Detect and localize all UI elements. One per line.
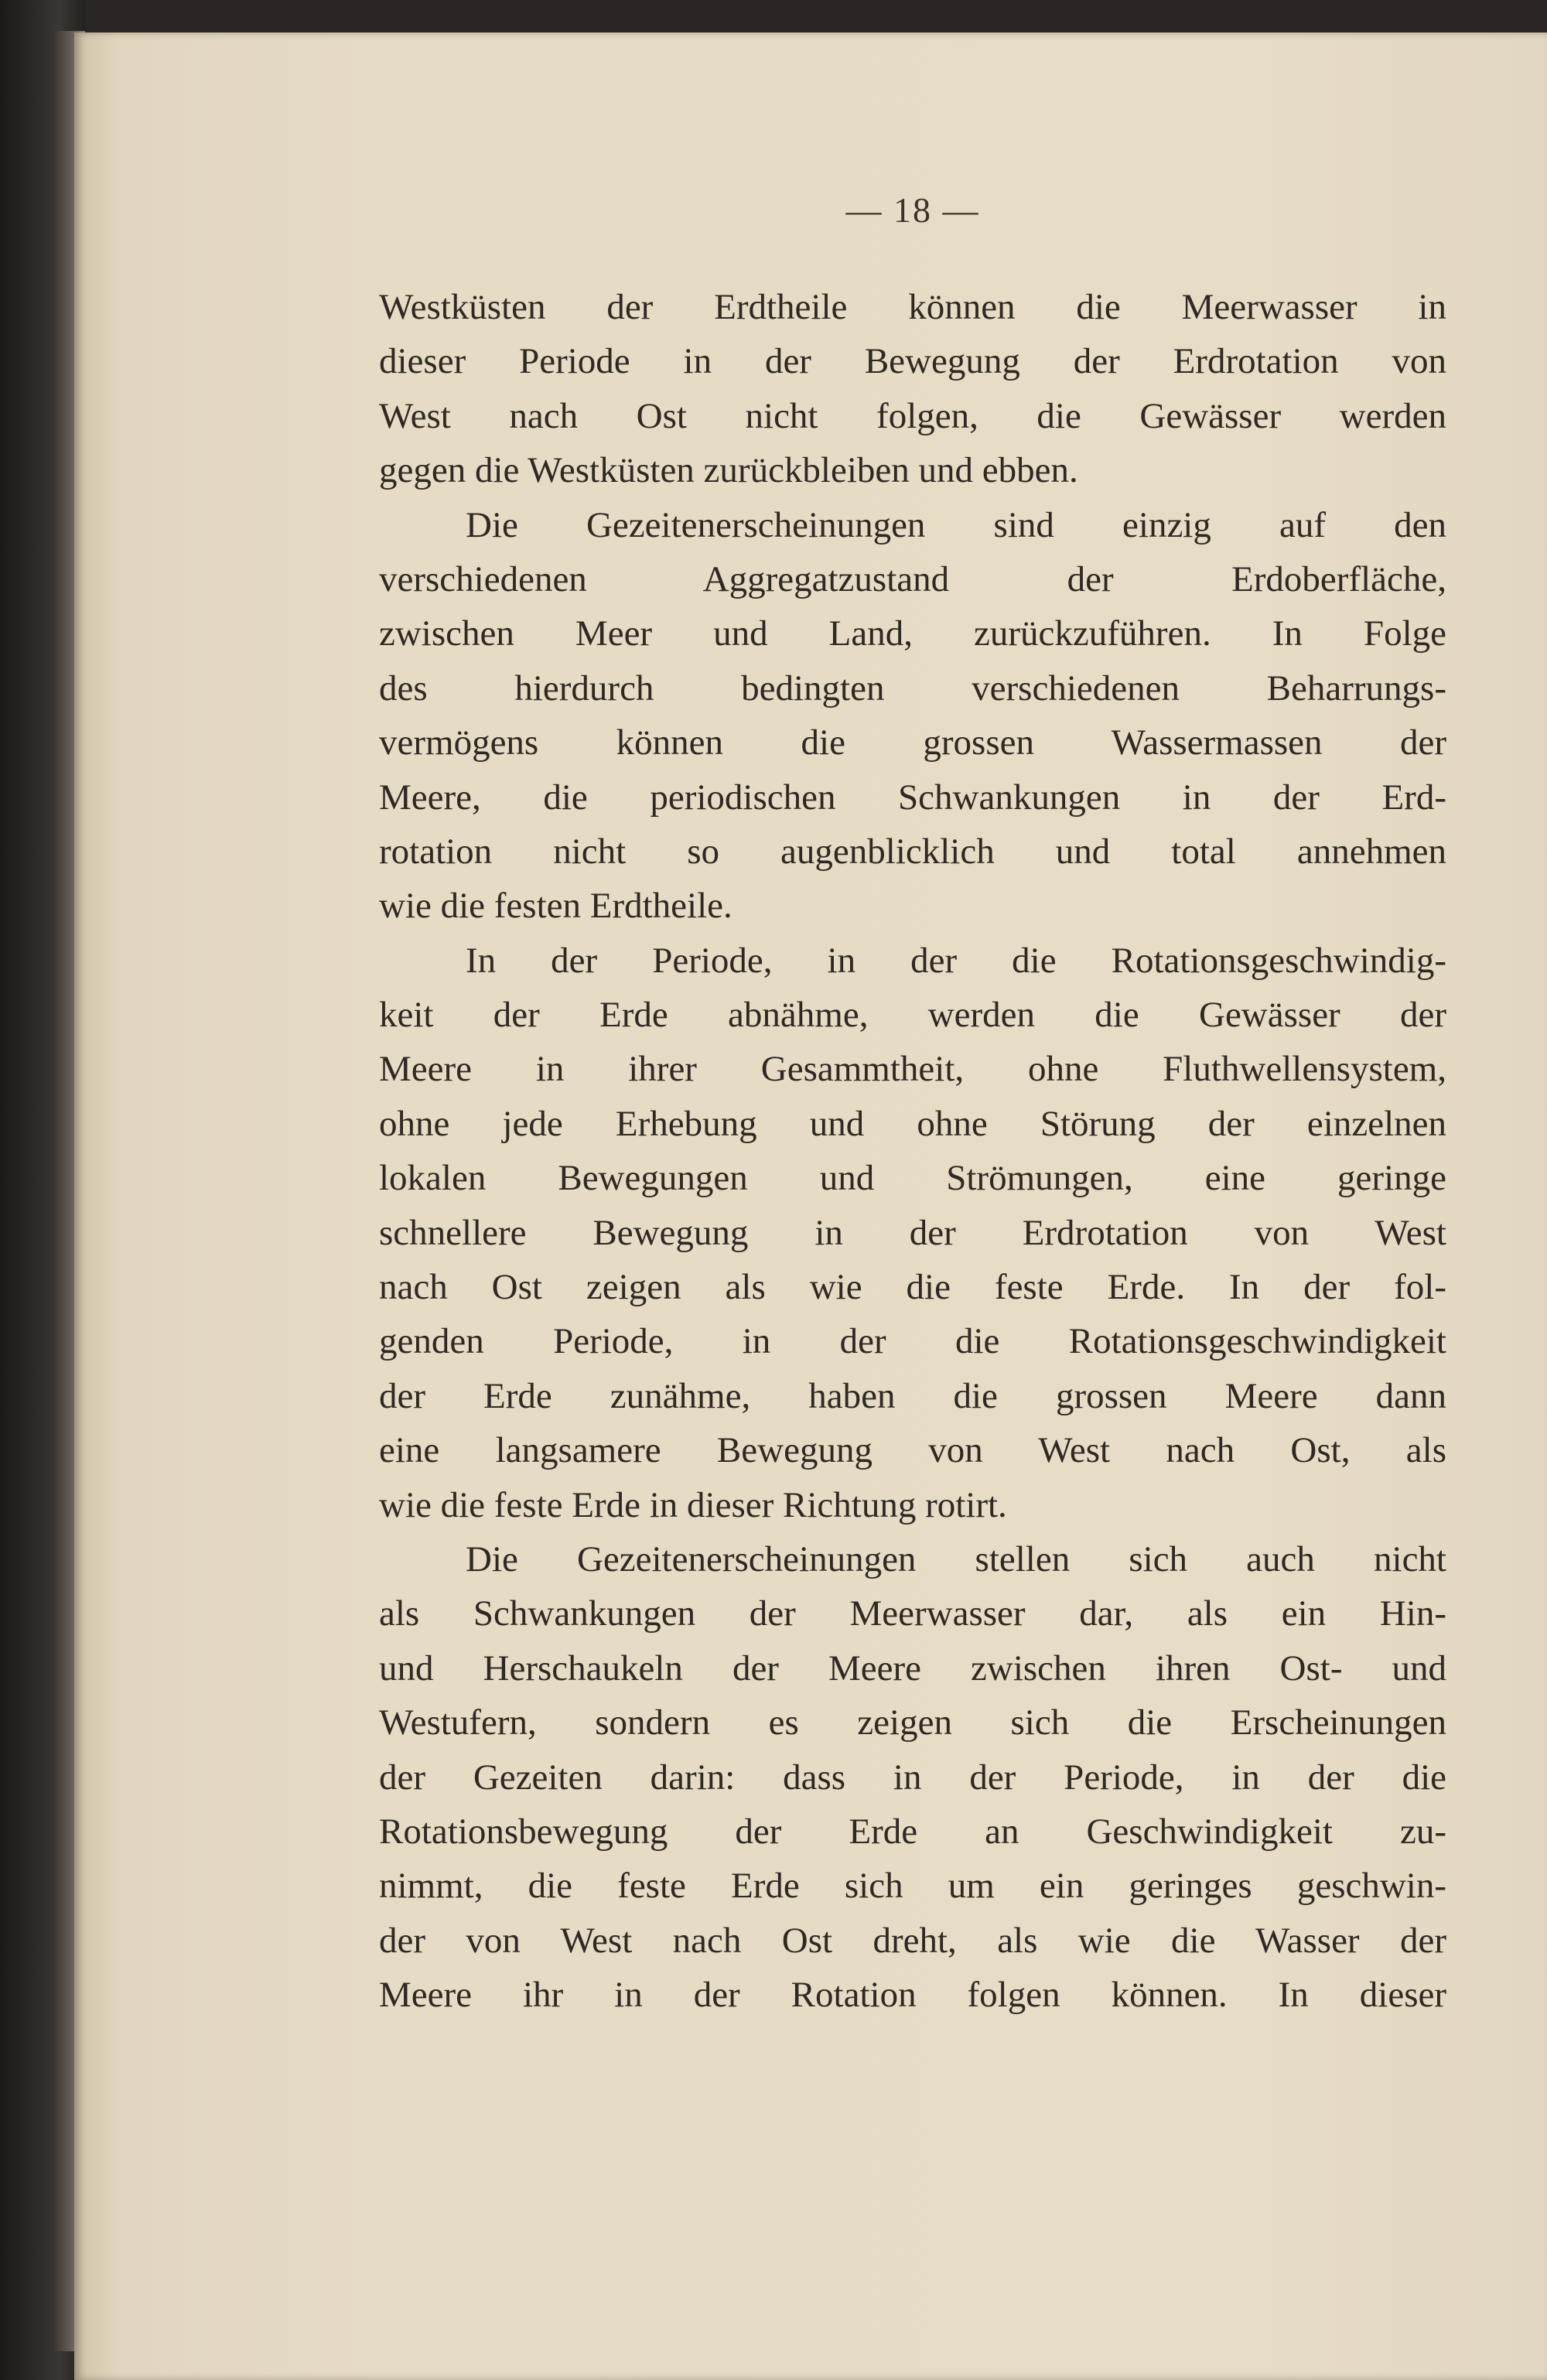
text-line: Westufern, sondern es zeigen sich die Erscheinungen — [379, 1702, 1446, 1743]
page-number: — 18 — — [845, 190, 980, 230]
text-line: vermögens können die grossen Wassermassen der — [379, 722, 1446, 763]
text-line: der Erde zunähme, haben die grossen Meere dann — [379, 1375, 1446, 1416]
text-line: In der Periode, in der die Rotationsgeschwindig- — [466, 940, 1446, 981]
text-line: nimmt, die feste Erde sich um ein geringes geschwin- — [379, 1866, 1446, 1907]
text-line: Meere ihr in der Rotation folgen können. In dieser — [379, 1975, 1446, 2016]
text-line: dieser Periode in der Bewegung der Erdrotation von — [379, 341, 1446, 382]
text-line: als Schwankungen der Meerwasser dar, als ein Hin- — [379, 1593, 1446, 1634]
text-line: wie die feste Erde in dieser Richtung rotirt. — [379, 1484, 1007, 1525]
text-line: West nach Ost nicht folgen, die Gewässer werden — [379, 395, 1446, 436]
text-line: wie die festen Erdtheile. — [379, 886, 733, 927]
text-line: genden Periode, in der die Rotationsgeschwindigkeit — [379, 1321, 1446, 1362]
text-line: der Gezeiten darin: dass in der Periode, in der die — [379, 1757, 1446, 1798]
text-line: der von West nach Ost dreht, als wie die Wasser der — [379, 1920, 1446, 1961]
text-line: zwischen Meer und Land, zurückzuführen. In Folge — [379, 613, 1446, 654]
text-line: Westküsten der Erdtheile können die Meerwasser in — [379, 287, 1446, 327]
text-line: Die Gezeitenerscheinungen stellen sich auch nicht — [466, 1538, 1446, 1579]
text-line: ohne jede Erhebung und ohne Störung der einzelnen — [379, 1103, 1446, 1144]
text-line: rotation nicht so augenblicklich und total annehmen — [379, 831, 1446, 872]
text-line: lokalen Bewegungen und Strömungen, eine geringe — [379, 1158, 1446, 1199]
body-text — [379, 280, 1446, 2023]
text-line: und Herschaukeln der Meere zwischen ihren Ost- und — [379, 1648, 1446, 1689]
text-line: eine langsamere Bewegung von West nach Ost, als — [379, 1430, 1446, 1471]
text-line: verschiedenen Aggregatzustand der Erdoberfläche, — [379, 558, 1446, 599]
text-line: Die Gezeitenerscheinungen sind einzig auf den — [466, 504, 1446, 545]
text-line: nach Ost zeigen als wie die feste Erde. In der fol- — [379, 1267, 1446, 1308]
text-line: des hierdurch bedingten verschiedenen Beharrungs- — [379, 668, 1446, 709]
text-line: Rotationsbewegung der Erde an Geschwindigkeit zu- — [379, 1811, 1446, 1852]
text-line: Meere in ihrer Gesammtheit, ohne Fluthwellensystem, — [379, 1049, 1446, 1090]
text-line: Meere, die periodischen Schwankungen in der Erd- — [379, 777, 1446, 818]
text-line: keit der Erde abnähme, werden die Gewässer der — [379, 995, 1446, 1036]
text-line: schnellere Bewegung in der Erdrotation von West — [379, 1212, 1446, 1253]
text-line: gegen die Westküsten zurückbleiben und ebben. — [379, 450, 1078, 491]
